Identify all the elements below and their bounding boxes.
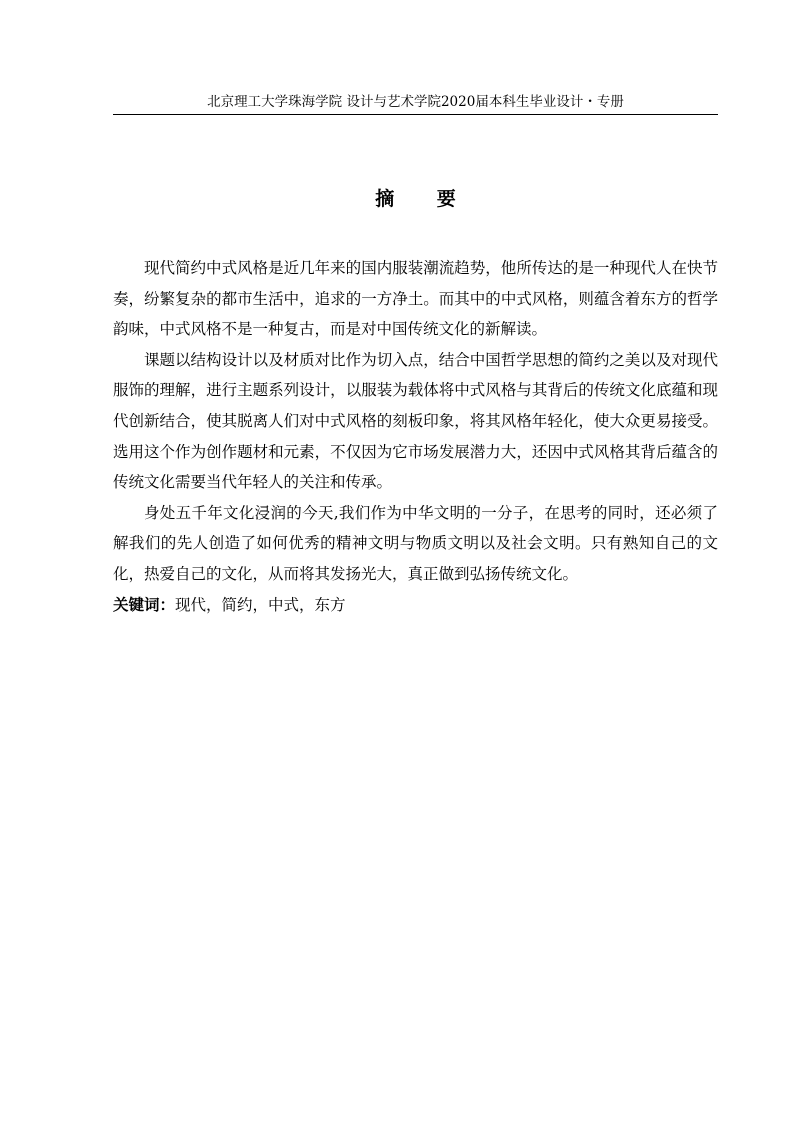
abstract-body <box>113 253 718 620</box>
abstract-paragraph-2: 课题以结构设计以及材质对比作为切入点，结合中国哲学思想的简约之美以及对现代服饰的理解，进行主题系列设计，以服装为载体将中式风格与其背后的传统文化底蕴和现代创新结合，使其脱离人们对中式风格的刻板印象，将其风格年轻化，使大众更易接受。选用这个作为创作题材和元素，不仅因为它市场发展潜力大，还因中式风格其背后蕴含的传统文化需要当代年轻人的关注和传承。 <box>113 350 718 492</box>
keywords-label: 关键词： <box>113 594 176 614</box>
abstract-title: 摘 要 <box>375 188 474 210</box>
running-header: 北京理工大学珠海学院 设计与艺术学院2020届本科生毕业设计・专册 <box>113 94 718 115</box>
abstract-paragraph-1: 现代简约中式风格是近几年来的国内服装潮流趋势，他所传达的是一种现代人在快节奏，纷繁复杂的都市生活中，追求的一方净土。而其中的中式风格，则蕴含着东方的哲学韵味，中式风格不是一种复古，而是对中国传统文化的新解读。 <box>113 259 718 339</box>
abstract-paragraph-3: 身处五千年文化浸润的今天,我们作为中华文明的一分子，在思考的同时，还必须了解我们的先人创造了如何优秀的精神文明与物质文明以及社会文明。只有熟知自己的文化，热爱自己的文化，从而将其发扬光大，真正做到弘扬传统文化。 <box>113 503 718 583</box>
keywords-value: 现代，简约，中式，东方 <box>175 595 346 614</box>
keywords-line <box>113 590 718 621</box>
